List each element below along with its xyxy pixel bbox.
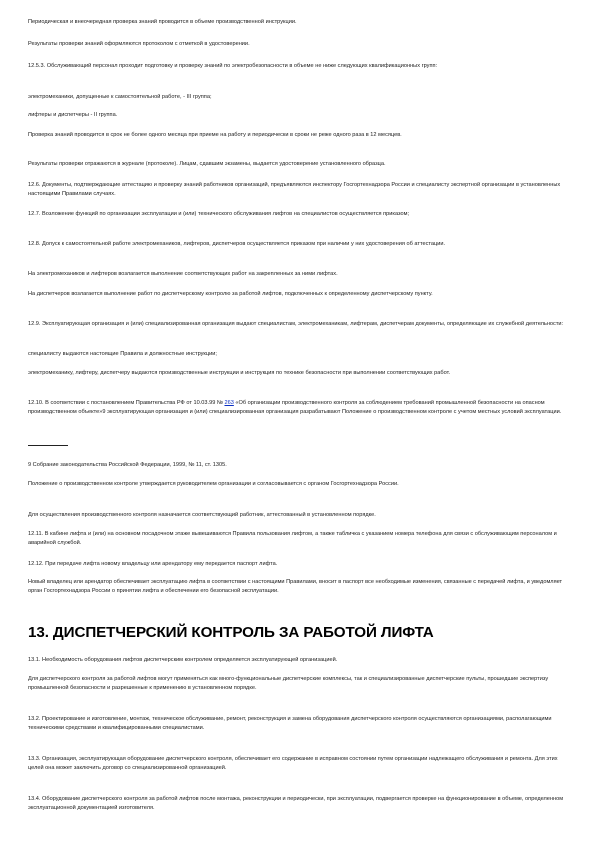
paragraph: электромеханики, допущенные к самостоятельной работе, - III группа; bbox=[28, 94, 212, 100]
paragraph-text: 12.10. В соответствии с постановлением Правительства РФ от 10.03.99 № bbox=[28, 400, 225, 406]
section-heading: 13. ДИСПЕТЧЕРСКИЙ КОНТРОЛЬ ЗА РАБОТОЙ ЛИФТА bbox=[28, 624, 434, 641]
footnote: 9 Собрание законодательства Российской Федерации, 1999, № 11, ст. 1305. bbox=[28, 462, 227, 468]
paragraph-text: «Об организации производственного контроля за соблюдением требований промышленной безопасности на опасном производственном объекте»9 эксплуатирующая организация и (или) специализированная организация разрабатывают Положение о производственном контроле с учетом местных условий эксплуатации. bbox=[28, 400, 562, 416]
paragraph: На электромехаников и лифтеров возлагается выполнение соответствующих работ на закрепленных за ними лифтах. bbox=[28, 271, 338, 277]
paragraph: 12.9. Эксплуатирующая организация и (или) специализированная организация выдают специалистам, электромеханикам, лифтерам, диспетчерам документы, определяющие их служебной деятельности: bbox=[28, 321, 564, 327]
paragraph: 12.7. Возложение функций по организации эксплуатации и (или) технического обслуживания лифтов на специалистов осуществляется приказом; bbox=[28, 211, 410, 217]
paragraph: Результаты проверки знаний оформляются протоколом с отметкой в удостоверении. bbox=[28, 41, 250, 47]
paragraph: 12.11. В кабине лифта и (или) на основном посадочном этаже вывешиваются Правила пользования лифтом, а также табличка с указанием номера телефона для связи с обслуживающим персоналом и аварийной службой. bbox=[28, 531, 557, 547]
paragraph: 12.6. Документы, подтверждающие аттестацию и проверку знаний работников организаций, предъявляются инспектору Госгортехнадзора России и специалисту экспертной организации в установленных настоящими Правилами случаях. bbox=[28, 182, 561, 198]
paragraph: специалисту выдаются настоящие Правила и должностные инструкции; bbox=[28, 351, 217, 357]
paragraph bbox=[28, 399, 564, 418]
paragraph: 12.8. Допуск к самостоятельной работе электромехаников, лифтеров, диспетчеров осуществляется приказом при наличии у них удостоверения об аттестации. bbox=[28, 241, 446, 247]
paragraph: электромеханику, лифтеру, диспетчеру выдаются производственные инструкции и инструкция по технике безопасности при выполнении соответствующих работ. bbox=[28, 370, 451, 376]
paragraph: лифтеры и диспетчеры - II группа. bbox=[28, 112, 118, 118]
paragraph: 12.12. При передаче лифта новому владельцу или арендатору ему передается паспорт лифта. bbox=[28, 561, 278, 567]
paragraph: Для осуществления производственного контроля назначается соответствующий работник, аттестованный в установленном порядке. bbox=[28, 512, 376, 518]
paragraph: Положение о производственном контроле утверждается руководителем организации и согласовывается с органом Госгортехнадзора России. bbox=[28, 481, 399, 487]
paragraph: Периодическая и внеочередная проверка знаний проводится в объеме производственной инструкции. bbox=[28, 19, 297, 25]
paragraph: Новый владелец или арендатор обеспечивает эксплуатацию лифта в соответствии с настоящими Правилами, вносит в паспорт все необходимые изменения, связанные с передачей лифта, и уведомляет орган Госгортехнадзора России о принятии лифта и обеспечении его безопасной эксплуатации. bbox=[28, 579, 563, 595]
paragraph: 12.5.3. Обслуживающий персонал проходит подготовку и проверку знаний по электробезопасности в объеме не ниже следующих квалификационных групп: bbox=[28, 63, 438, 69]
paragraph: 13.4. Оборудование диспетчерского контроля за работой лифтов после монтажа, реконструкции и периодически, при эксплуатации, подвергается проверке на функционирование в объеме, определенном эксплуатационной документацией изготовителя. bbox=[28, 796, 564, 812]
paragraph: На диспетчеров возлагается выполнение работ по диспетчерскому контролю за работой лифтов, подключенных к определенному диспетчерскому пункту. bbox=[28, 291, 433, 297]
footnote-divider bbox=[28, 445, 68, 446]
paragraph: Результаты проверки отражаются в журнале (протоколе). Лицам, сдавшим экзамены, выдается удостоверение установленного образца. bbox=[28, 161, 386, 167]
paragraph: 13.3. Организация, эксплуатирующая оборудование диспетчерского контроля, обеспечивает его содержание в исправном состоянии путем организации надлежащего обслуживания и ремонта. Для этих целей она может заключить договор со специализированной организацией. bbox=[28, 756, 558, 772]
decree-link[interactable]: 263 bbox=[224, 400, 234, 406]
paragraph: Проверка знаний проводится в срок не более одного месяца при приеме на работу и периодически в сроки не реже одного раза в 12 месяцев. bbox=[28, 132, 402, 138]
paragraph: Для диспетчерского контроля за работой лифтов могут применяться как много-функциональные диспетчерские комплексы, так и специализированные диспетчерские пульты, прошедшие экспертизу промышленной безопасности и разрешенные к применению в установленном порядке. bbox=[28, 676, 549, 692]
paragraph: 13.1. Необходимость оборудования лифтов диспетчерским контролем определяется эксплуатирующей организацией. bbox=[28, 657, 338, 663]
paragraph: 13.2. Проектирование и изготовление, монтаж, техническое обслуживание, ремонт, реконструкция и замена оборудования диспетчерского контроля осуществляются организациями, располагающими техническими средствами и квалифицированными специалистами. bbox=[28, 716, 552, 732]
